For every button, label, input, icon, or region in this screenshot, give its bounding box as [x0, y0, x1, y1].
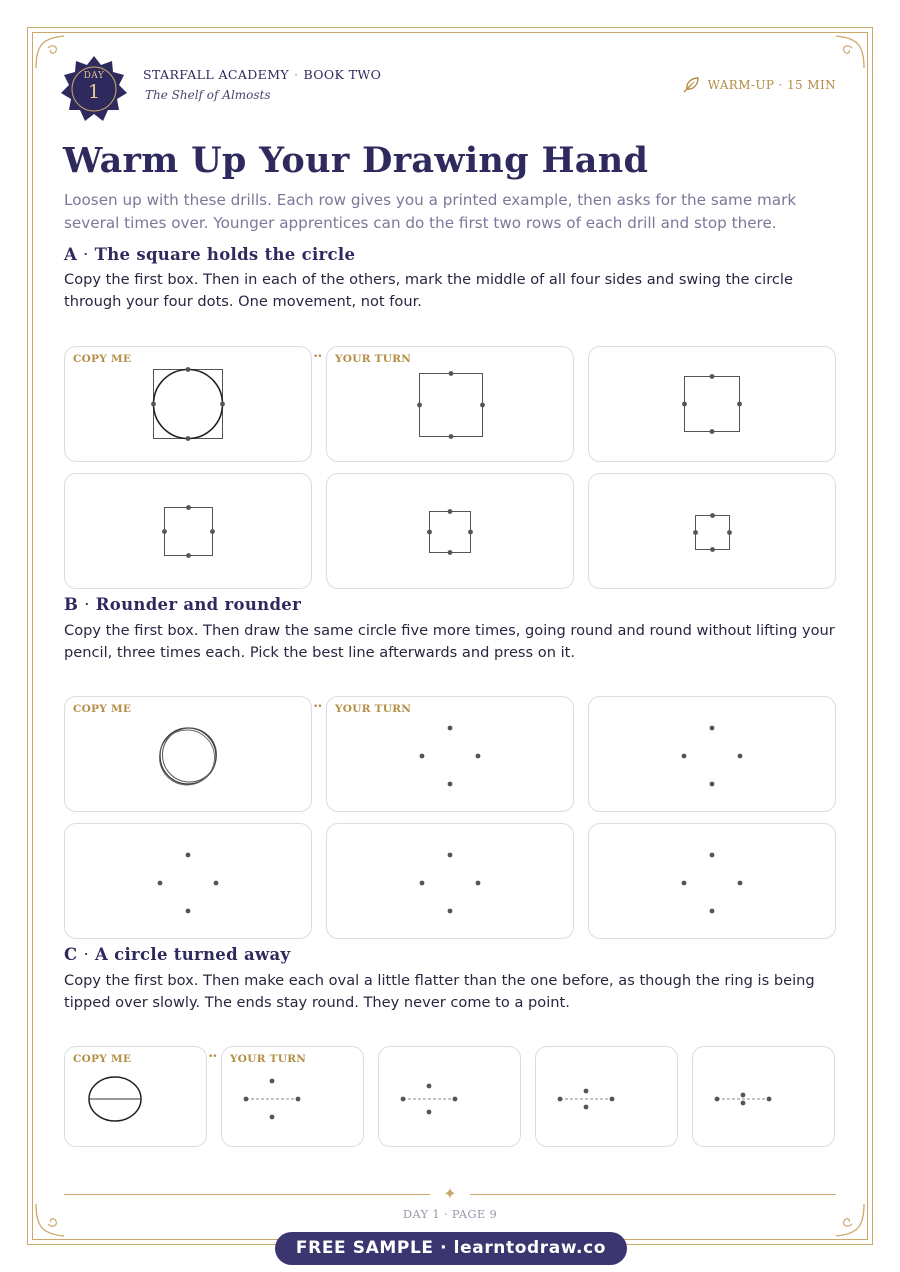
drill-c-practice-box[interactable]	[221, 1046, 364, 1147]
intro-paragraph: Loosen up with these drills. Each row gives you a printed example, then asks for the same mark several times over. Younger apprentices can do the first two rows of each drill and stop there.	[64, 191, 797, 232]
footer-star-icon: ✦	[430, 1184, 470, 1206]
badge-day-number: 1	[87, 81, 101, 103]
book-subtitle: The Shelf of Almosts	[145, 88, 271, 102]
section-letter: C	[64, 945, 78, 964]
copy-me-label: COPY ME	[73, 353, 132, 365]
box-connector: ••	[313, 702, 322, 712]
section-a-instructions: Copy the first box. Then in each of the others, mark the middle of all four sides and swing the circle through your four dots. One movement, not four.	[64, 271, 793, 310]
section-dot: ·	[83, 945, 89, 964]
section-dot: ·	[83, 245, 89, 264]
your-turn-label: YOUR TURN	[230, 1053, 307, 1065]
drill-a-practice-box[interactable]	[326, 346, 574, 462]
square-guide	[589, 347, 837, 463]
section-title: Rounder and rounder	[95, 595, 302, 614]
drill-c-copy-box[interactable]	[64, 1046, 207, 1147]
warmup-tag	[682, 76, 836, 94]
section-dot: ·	[84, 595, 90, 614]
drill-c-practice-box[interactable]	[378, 1046, 521, 1147]
drill-b-practice-box[interactable]	[64, 823, 312, 939]
series-separator: ·	[294, 67, 299, 82]
series-name: STARFALL ACADEMY	[143, 67, 290, 82]
four-dot-guide	[327, 697, 575, 813]
drill-a-practice-box[interactable]	[588, 473, 836, 589]
box-connector: ••	[208, 1052, 217, 1062]
corner-flourish-icon	[830, 34, 866, 70]
drill-c-practice-box[interactable]	[535, 1046, 678, 1147]
feather-quill-icon	[682, 76, 700, 94]
book-name: BOOK TWO	[303, 67, 382, 82]
four-dot-guide	[589, 824, 837, 940]
drill-c-practice-box[interactable]	[692, 1046, 835, 1147]
four-dot-guide	[327, 824, 575, 940]
oval-guide	[693, 1047, 836, 1148]
oval-guide	[536, 1047, 679, 1148]
section-a-heading	[64, 245, 355, 264]
section-letter: B	[64, 595, 79, 614]
square-circle-example	[65, 347, 313, 463]
page-footer: DAY 1 · PAGE 9	[402, 1207, 498, 1221]
drill-b-practice-box[interactable]	[588, 823, 836, 939]
section-letter: A	[64, 245, 78, 264]
drill-b-copy-box[interactable]	[64, 696, 312, 812]
drill-a-practice-box[interactable]	[64, 473, 312, 589]
four-dot-guide	[589, 697, 837, 813]
oval-guide	[222, 1047, 365, 1148]
copy-me-label: COPY ME	[73, 1053, 132, 1065]
drill-a-practice-box[interactable]	[588, 346, 836, 462]
section-title: The square holds the circle	[94, 245, 356, 264]
copy-me-label: COPY ME	[73, 703, 132, 715]
square-guide	[589, 474, 837, 590]
your-turn-label: YOUR TURN	[335, 703, 412, 715]
square-guide	[327, 474, 575, 590]
box-connector: ••	[313, 352, 322, 362]
page-title: Warm Up Your Drawing Hand	[63, 140, 649, 181]
section-title: A circle turned away	[94, 945, 291, 964]
drill-b-practice-box[interactable]	[326, 696, 574, 812]
drill-a-copy-box[interactable]	[64, 346, 312, 462]
badge-day-label: DAY	[83, 71, 105, 81]
square-guide	[327, 347, 575, 463]
section-b-instructions: Copy the first box. Then draw the same circle five more times, going round and round without lifting your pencil, three times each. Pick the best line afterwards and press on it.	[64, 622, 835, 661]
drill-b-practice-box[interactable]	[588, 696, 836, 812]
section-c-heading	[64, 945, 290, 964]
oval-guide	[379, 1047, 522, 1148]
series-line	[143, 67, 381, 82]
looped-circle-example	[65, 697, 313, 813]
section-b-heading	[64, 595, 301, 614]
four-dot-guide	[65, 824, 313, 940]
drill-b-practice-box[interactable]	[326, 823, 574, 939]
your-turn-label: YOUR TURN	[335, 353, 412, 365]
oval-example	[65, 1047, 208, 1148]
warmup-label: WARM-UP · 15 MIN	[707, 78, 836, 92]
day-badge	[60, 55, 128, 123]
free-sample-banner[interactable]: FREE SAMPLE · learntodraw.co	[275, 1232, 627, 1265]
square-guide	[65, 474, 313, 590]
section-c-instructions: Copy the first box. Then make each oval a little flatter than the one before, as though the ring is being tipped over slowly. The ends stay round. They never come to a point.	[64, 972, 815, 1011]
drill-a-practice-box[interactable]	[326, 473, 574, 589]
